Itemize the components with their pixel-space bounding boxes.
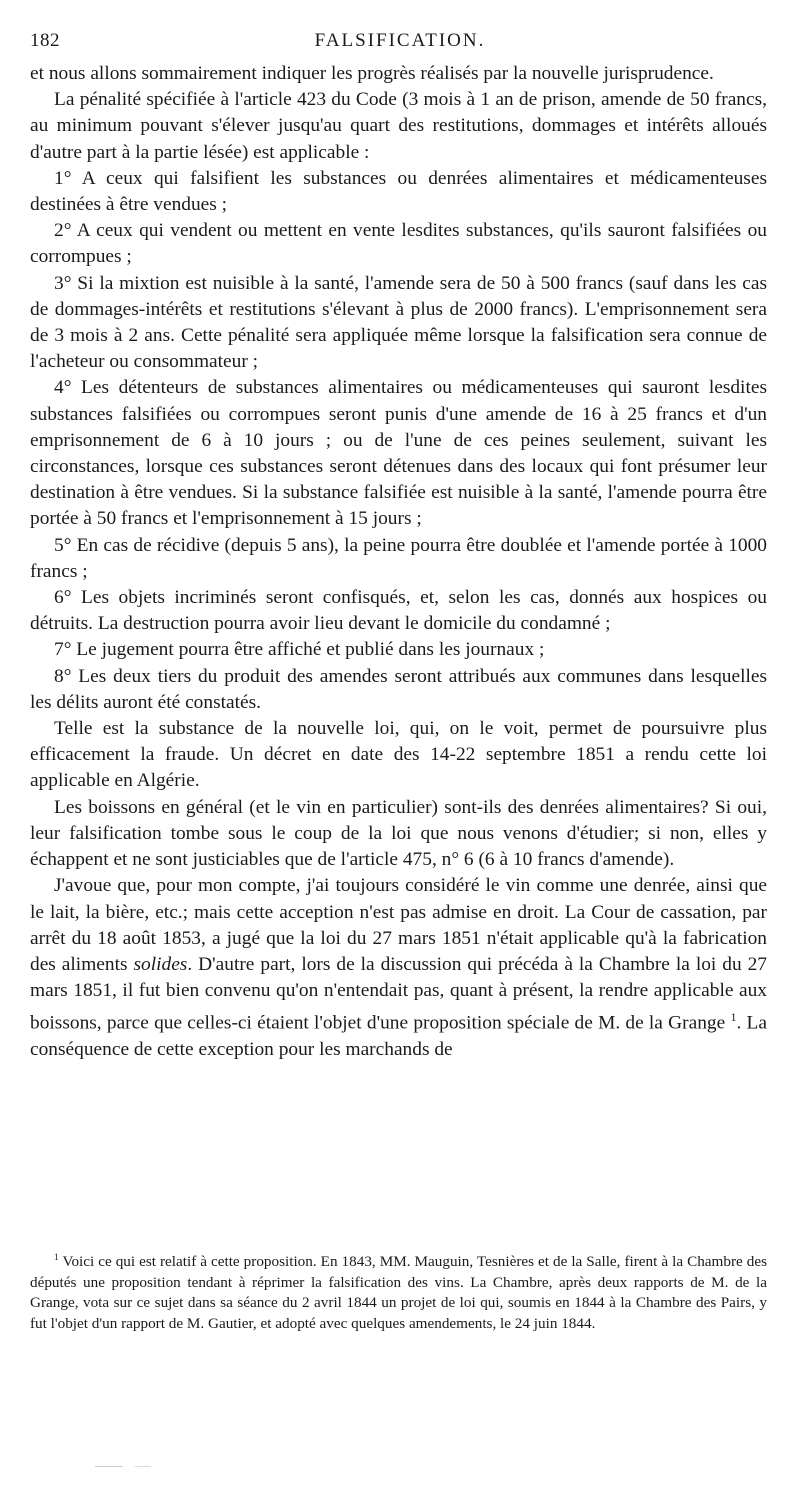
list-item: 4° Les détenteurs de substances alimentaires ou médicamenteuses qui sauront lesdites substances falsifiées ou corrompues seront punis d'une amende de 16 à 25 francs et d'un emprisonnement de 6 à 10 jours ; ou de l'une de ces peines seulement, suivant les circonstances, lorsque ces substances seront détenues dans des locaux qui font présumer leur destination à être vendues. Si la substance falsifiée est nuisible à la santé, l'amende pourra être portée à 50 francs et l'emprisonnement à 15 jours ; bbox=[30, 377, 767, 530]
running-title: FALSIFICATION. bbox=[314, 30, 486, 51]
paragraph: La pénalité spécifiée à l'article 423 du Code (3 mois à 1 an de prison, amende de 50 francs, au minimum pouvant s'élever jusqu'au quart des restitutions, dommages et intérêts alloués d'autre part à la partie lésée) est applicable : bbox=[30, 89, 767, 163]
list-item: 2° A ceux qui vendent ou mettent en vente lesdites substances, qu'ils sauront falsifiées ou corrompues ; bbox=[30, 220, 767, 268]
paragraph-text: . La conséquence de cette exception pour les marchands de bbox=[30, 1012, 767, 1060]
list-item: 6° Les objets incriminés seront confisqués, et, selon les cas, donnés aux hospices ou détruits. La destruction pourra avoir lieu devant le domicile du condamné ; bbox=[30, 587, 767, 635]
paragraph bbox=[30, 873, 767, 1063]
paragraph-text: . D'autre part, lors de la discussion qui précéda à la Chambre la loi du 27 mars 1851, il fut bien convenu qu'on n'entendait pas, quant à présent, la rendre applicable aux boissons, parce que celles-ci étaient l'objet d'une proposition spéciale de M. de la Grange bbox=[30, 953, 767, 1034]
page-header bbox=[30, 30, 770, 56]
page-number: 182 bbox=[30, 30, 60, 51]
list-item: 3° Si la mixtion est nuisible à la santé, l'amende sera de 50 à 500 francs (sauf dans les cas de dommages-intérêts et restitutions s'élevant à plus de 2000 francs). L'emprisonnement sera de 3 mois à 2 ans. Cette pénalité sera appliquée même lorsque la falsification sera connue de l'acheteur ou consommateur ; bbox=[30, 272, 767, 373]
footnote-text: $^1$ Voici ce qui est relatif à cette proposition. En 1843, MM. Mauguin, Tesnières et de la Salle, firent à la Chambre des députés une proposition tendant à réprimer la falsification des vins. La Chambre, après deux rapports de M. de la Grange, vota sur ce sujet dans sa séance du 2 avril 1844 un projet de loi qui, soumis en 1844 à la Chambre des Pairs, y fut l'objet d'un rapport de M. Gautier, et adopté avec quelques amendements, le 24 juin 1844. bbox=[30, 1253, 767, 1332]
paragraph: Les boissons en général (et le vin en particulier) sont-ils des denrées alimentaires? Si oui, leur falsification tombe sous le coup de la loi que nous venons d'étudier; si non, elles y échappent et ne sont justiciables que de l'article 475, n° 6 (6 à 10 francs d'amende). bbox=[30, 796, 767, 871]
paragraph: et nous allons sommairement indiquer les progrès réalisés par la nouvelle jurisprudence. bbox=[30, 63, 714, 84]
list-item: 5° En cas de récidive (depuis 5 ans), la peine pourra être doublée et l'amende portée à 1000 francs ; bbox=[30, 534, 767, 582]
paragraph: Telle est la substance de la nouvelle loi, qui, on le voit, permet de poursuivre plus efficacement la fraude. Un décret en date des 14-22 septembre 1851 a rendu cette loi applicable en Algérie. bbox=[30, 718, 767, 792]
print-mark bbox=[95, 1466, 123, 1467]
list-item: 7° Le jugement pourra être affiché et publié dans les journaux ; bbox=[54, 639, 545, 661]
footnote-reference: 1 bbox=[730, 1010, 737, 1025]
main-text bbox=[30, 61, 767, 1063]
list-item: 8° Les deux tiers du produit des amendes seront attribués aux communes dans lesquelles les délits auront été constatés. bbox=[30, 665, 767, 713]
footnote bbox=[30, 1248, 767, 1334]
footnote-marker: 1 bbox=[54, 1253, 59, 1263]
paragraph-text: J'avoue que, pour mon compte, j'ai toujours considéré le vin comme une denrée, ainsi que le lait, la bière, etc.; mais cette acception n'est pas admise en droit. La Cour de cassation, par arrêt du 18 août 1853, a jugé que la loi du 27 mars 1851 n'était applicable qu'à la fabrication des aliments bbox=[30, 875, 767, 975]
italic-word: solides bbox=[133, 953, 188, 975]
print-mark bbox=[135, 1466, 151, 1467]
list-item: 1° A ceux qui falsifient les substances ou denrées alimentaires et médicamenteuses destinées à être vendues ; bbox=[30, 167, 767, 216]
